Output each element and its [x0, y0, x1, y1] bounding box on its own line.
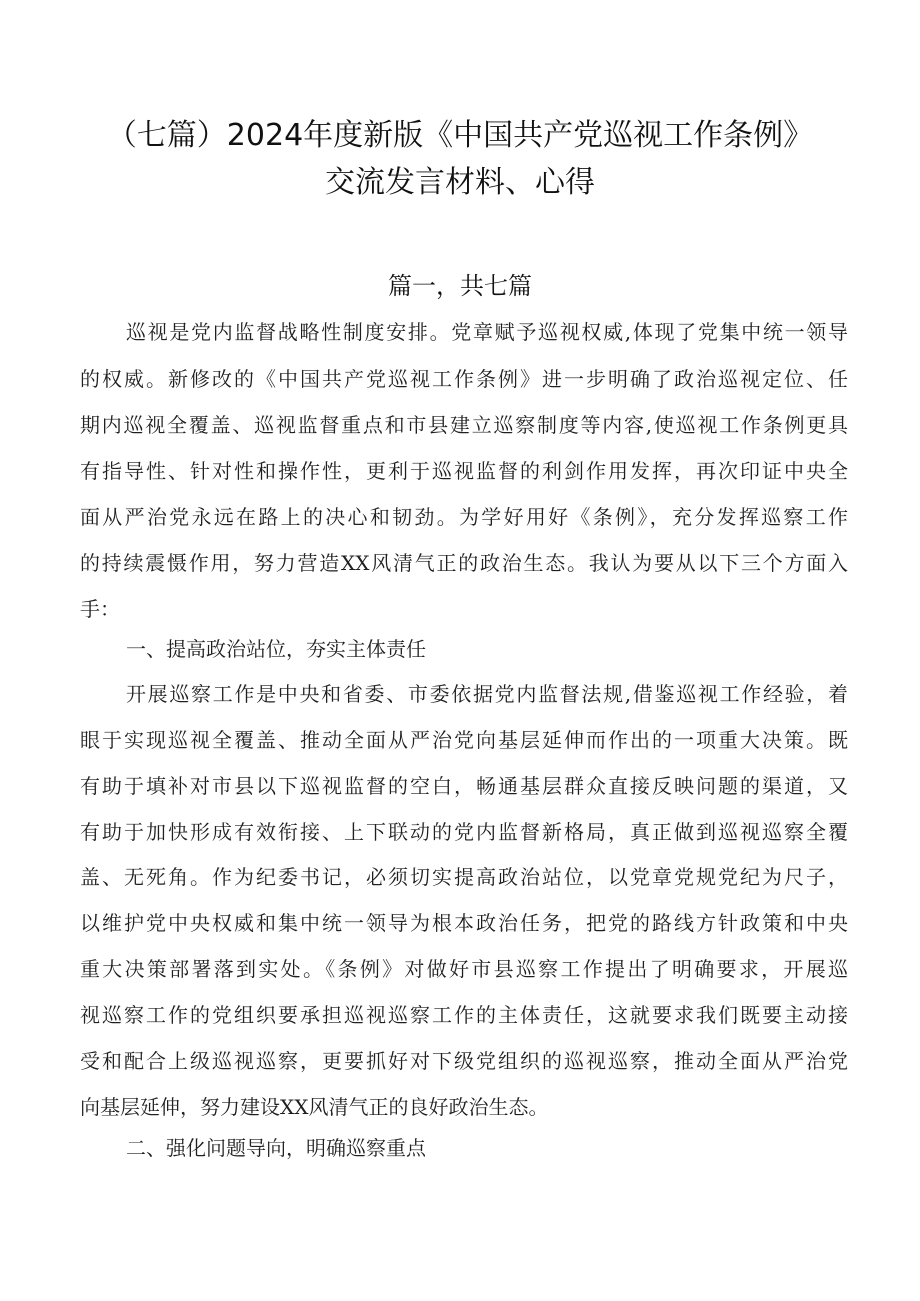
- paragraph-1-line-1: 巡视是党内监督战略性制度安排。党章赋予巡视权威,体现了党集中统一领导: [126, 320, 848, 344]
- subheading-1: 一、提高政治站位，夯实主体责任: [126, 637, 426, 661]
- paragraph-2-line-1: 开展巡察工作是中央和省委、市委依据党内监督法规,借鉴巡视工作经验，着: [126, 682, 848, 706]
- paragraph-2-line-2: 眼于实现巡视全覆盖、推动全面从严治党向基层延伸而作出的一项重大决策。既: [80, 728, 848, 752]
- paragraph-1-line-5: 面从严治党永远在路上的决心和韧劲。为学好用好《条例》，充分发挥巡察工作: [80, 505, 848, 529]
- paragraph-1-line-2: 的权威。新修改的《中国共产党巡视工作条例》进一步明确了政治巡视定位、任: [80, 367, 848, 391]
- subheading-2: 二、强化问题导向，明确巡察重点: [126, 1136, 426, 1160]
- paragraph-2-line-9: 受和配合上级巡视巡察，更要抓好对下级党组织的巡视巡察，推动全面从严治党: [80, 1049, 848, 1073]
- paragraph-1-line-7: 手：: [80, 597, 120, 621]
- paragraph-2-line-7: 重大决策部署落到实处。《条例》对做好市县巡察工作提出了明确要求，开展巡: [80, 957, 848, 981]
- document-title-line-1: （七篇）2024年度新版《中国共产党巡视工作条例》: [106, 118, 814, 153]
- paragraph-2-line-8: 视巡察工作的党组织要承担巡视巡察工作的主体责任，这就要求我们既要主动接: [80, 1003, 848, 1027]
- paragraph-2-line-6: 以维护党中央权威和集中统一领导为根本政治任务，把党的路线方针政策和中央: [80, 911, 848, 935]
- paragraph-2-line-4: 有助于加快形成有效衔接、上下联动的党内监督新格局，真正做到巡视巡察全覆: [80, 820, 848, 844]
- section-heading: 篇一，共七篇: [388, 272, 532, 300]
- paragraph-1-line-4: 有指导性、针对性和操作性，更利于巡视监督的利剑作用发挥，再次印证中央全: [80, 459, 848, 483]
- document-title-line-2: 交流发言材料、心得: [325, 165, 595, 200]
- paragraph-2-line-5: 盖、无死角。作为纪委书记，必须切实提高政治站位，以党章党规党纪为尺子，: [80, 865, 848, 889]
- paragraph-2-line-3: 有助于填补对市县以下巡视监督的空白，畅通基层群众直接反映问题的渠道，又: [80, 774, 848, 798]
- paragraph-1-line-6: 的持续震慑作用，努力营造XX风清气正的政治生态。我认为要从以下三个方面入: [80, 551, 848, 575]
- paragraph-1-line-3: 期内巡视全覆盖、巡视监督重点和市县建立巡察制度等内容,使巡视工作条例更具: [80, 413, 848, 437]
- paragraph-2-line-10: 向基层延伸，努力建设XX风清气正的良好政治生态。: [80, 1095, 549, 1119]
